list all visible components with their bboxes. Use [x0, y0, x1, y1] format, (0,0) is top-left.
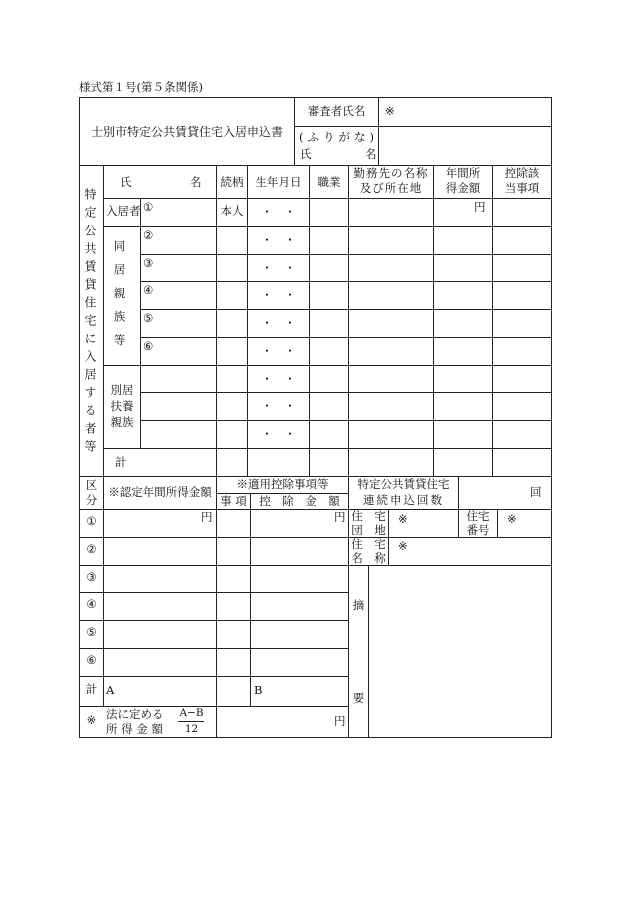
lower-row-2: ②	[86, 542, 97, 556]
housing-area-label-1: 住 宅	[351, 509, 386, 523]
kubun-label-1: 区	[85, 478, 98, 492]
lower-row-4: ④	[86, 597, 97, 611]
housing-number-label-2: 番号	[466, 523, 490, 537]
examiner-name-label: 審査者氏名	[307, 104, 366, 118]
row-number-2: ②	[143, 228, 154, 242]
certified-income-header: ※認定年間所得金額	[108, 485, 212, 499]
row-number-5: ⑤	[143, 311, 154, 325]
header-deduction-1: 控除該	[504, 166, 540, 180]
applied-deduction-header: ※適用控除事項等	[236, 477, 329, 491]
remarks-label-2: 要	[352, 691, 365, 705]
header-relation: 続柄	[220, 175, 244, 189]
row-number-3: ③	[143, 256, 154, 270]
header-birthdate: 生年月日	[255, 175, 302, 189]
lower-row-3: ③	[86, 570, 97, 584]
separate-label-3: 親族	[110, 415, 134, 429]
lower-row-6: ⑥	[86, 653, 97, 667]
housing-number-label-1: 住宅	[466, 509, 490, 523]
form-number: 様式第１号(第５条関係)	[79, 80, 203, 94]
cohabit-label: 同居親族等	[112, 240, 127, 358]
family-total-label: 計	[115, 455, 127, 469]
applicant-name-label-2: 名	[365, 147, 377, 161]
birthdate-dots: ・ ・	[261, 288, 296, 302]
birthdate-dots: ・ ・	[261, 399, 296, 413]
separate-label-1: 別居	[110, 383, 134, 397]
header-occupation: 職業	[317, 175, 341, 189]
application-count-label-2: 連続申込回数	[363, 493, 444, 507]
applicant-label: 入居者	[106, 204, 141, 218]
birthdate-dots: ・ ・	[261, 427, 296, 441]
housing-number-mark: ※	[507, 512, 517, 526]
header-name-2: 名	[190, 175, 202, 189]
lower-note-mark: ※	[86, 713, 97, 727]
times-unit: 回	[530, 485, 542, 499]
lower-row-5: ⑤	[86, 625, 97, 639]
separate-label-2: 扶養	[110, 399, 134, 413]
housing-area-label-2: 団 地	[351, 523, 386, 537]
deduction-item-header: 事 項	[220, 494, 247, 508]
examiner-mark: ※	[385, 104, 395, 118]
birthdate-dots: ・ ・	[261, 316, 296, 330]
fraction-denominator: 12	[184, 723, 199, 735]
legal-income-label-1: 法に定める	[106, 707, 164, 721]
birthdate-dots: ・ ・	[261, 205, 296, 219]
self-label: 本人	[220, 204, 244, 218]
birthdate-dots: ・ ・	[261, 372, 296, 386]
header-income-1: 年間所	[445, 166, 481, 180]
header-name-1: 氏	[120, 175, 132, 189]
housing-name-mark: ※	[398, 539, 408, 553]
form-title: 士別市特定公共賃貸住宅入居申込書	[90, 125, 283, 139]
birthdate-dots: ・ ・	[261, 261, 296, 275]
applicant-name-label-1: 氏	[300, 147, 312, 161]
deduction-amount-yen: 円	[334, 510, 346, 524]
application-count-label-1: 特定公共賃貸住宅	[357, 477, 450, 491]
deduction-amount-header: 控 除 金 額	[259, 494, 340, 508]
header-income-2: 得金額	[445, 181, 481, 195]
legal-income-yen: 円	[334, 714, 346, 728]
birthdate-dots: ・ ・	[261, 344, 296, 358]
total-b-label: B	[254, 683, 263, 697]
birthdate-dots: ・ ・	[261, 233, 296, 247]
header-deduction-2: 当事項	[504, 181, 540, 195]
side-label: 特定公共賃貸住宅に入居する者等	[83, 188, 97, 458]
housing-name-label-1: 住 宅	[351, 537, 386, 551]
kubun-label-2: 分	[85, 493, 98, 507]
total-a-label: A	[106, 683, 115, 697]
certified-income-yen: 円	[201, 510, 213, 524]
housing-name-label-2: 名 称	[351, 551, 386, 565]
row-number-6: ⑥	[143, 339, 154, 353]
furigana-label: (ふりがな)	[299, 130, 378, 144]
lower-row-1: ①	[86, 514, 97, 528]
legal-income-label-2: 所 得 金 額	[106, 722, 163, 736]
row-number-1: ①	[143, 200, 154, 214]
header-workplace-1: 勤務先の名称	[353, 166, 429, 180]
lower-total-label: 計	[85, 682, 98, 696]
remarks-label-1: 摘	[352, 598, 365, 612]
income-yen-unit: 円	[474, 200, 486, 214]
row-number-4: ④	[143, 283, 154, 297]
housing-area-mark: ※	[398, 512, 408, 526]
fraction-numerator: A−B	[179, 707, 204, 719]
header-workplace-2: 及び所在地	[359, 181, 423, 195]
